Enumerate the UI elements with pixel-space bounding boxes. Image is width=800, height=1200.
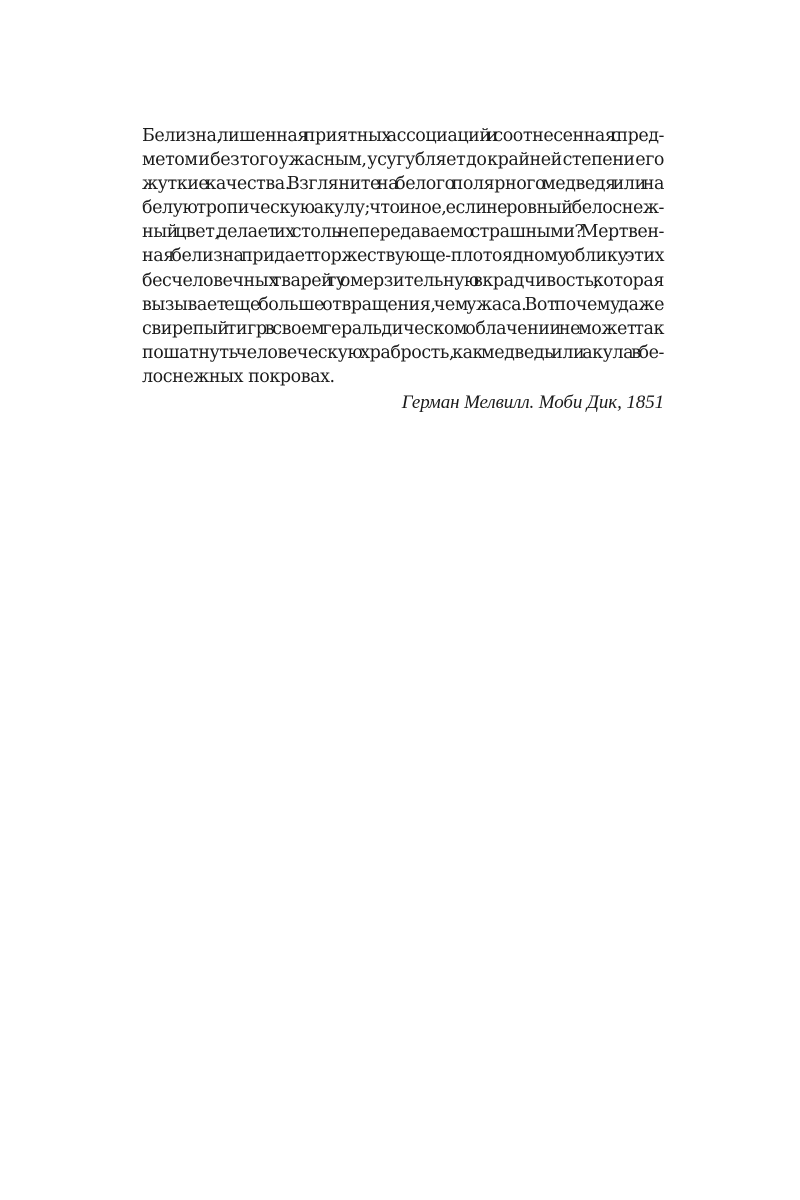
epigraph-line: метом и без того ужасным, усугубляет до крайней степени его — [142, 150, 665, 171]
epigraph-line: ная белизна придает торжествующе-плотоядному облику этих — [142, 246, 664, 267]
epigraph-line: пошатнуть человеческую храбрость, как медведь или акула в бе- — [142, 342, 664, 363]
epigraph — [142, 124, 664, 415]
epigraph-line: свирепый тигр в своем геральдическом облачении не может так — [142, 318, 665, 339]
epigraph-line: жуткие качества. Взгляните на белого полярного медведя или на — [142, 174, 664, 195]
epigraph-line: лоснежных покровах. — [142, 366, 335, 387]
epigraph-line: белую тропическую акулу; что иное, если не ровный белоснеж- — [142, 198, 664, 219]
epigraph-line: бесчеловечных тварей ту омерзительную вкрадчивость, которая — [142, 270, 664, 291]
epigraph-line: вызывает еще больше отвращения, чем ужаса. Вот почему даже — [142, 294, 665, 315]
epigraph-line: Белизна, лишенная приятных ассоциаций и соотнесенная с пред- — [142, 126, 665, 146]
epigraph-line: ный цвет, делает их столь непередаваемо страшными? Мертвен- — [142, 222, 665, 243]
epigraph-attribution: Герман Мелвилл. Моби Дик, 1851 — [401, 392, 664, 414]
